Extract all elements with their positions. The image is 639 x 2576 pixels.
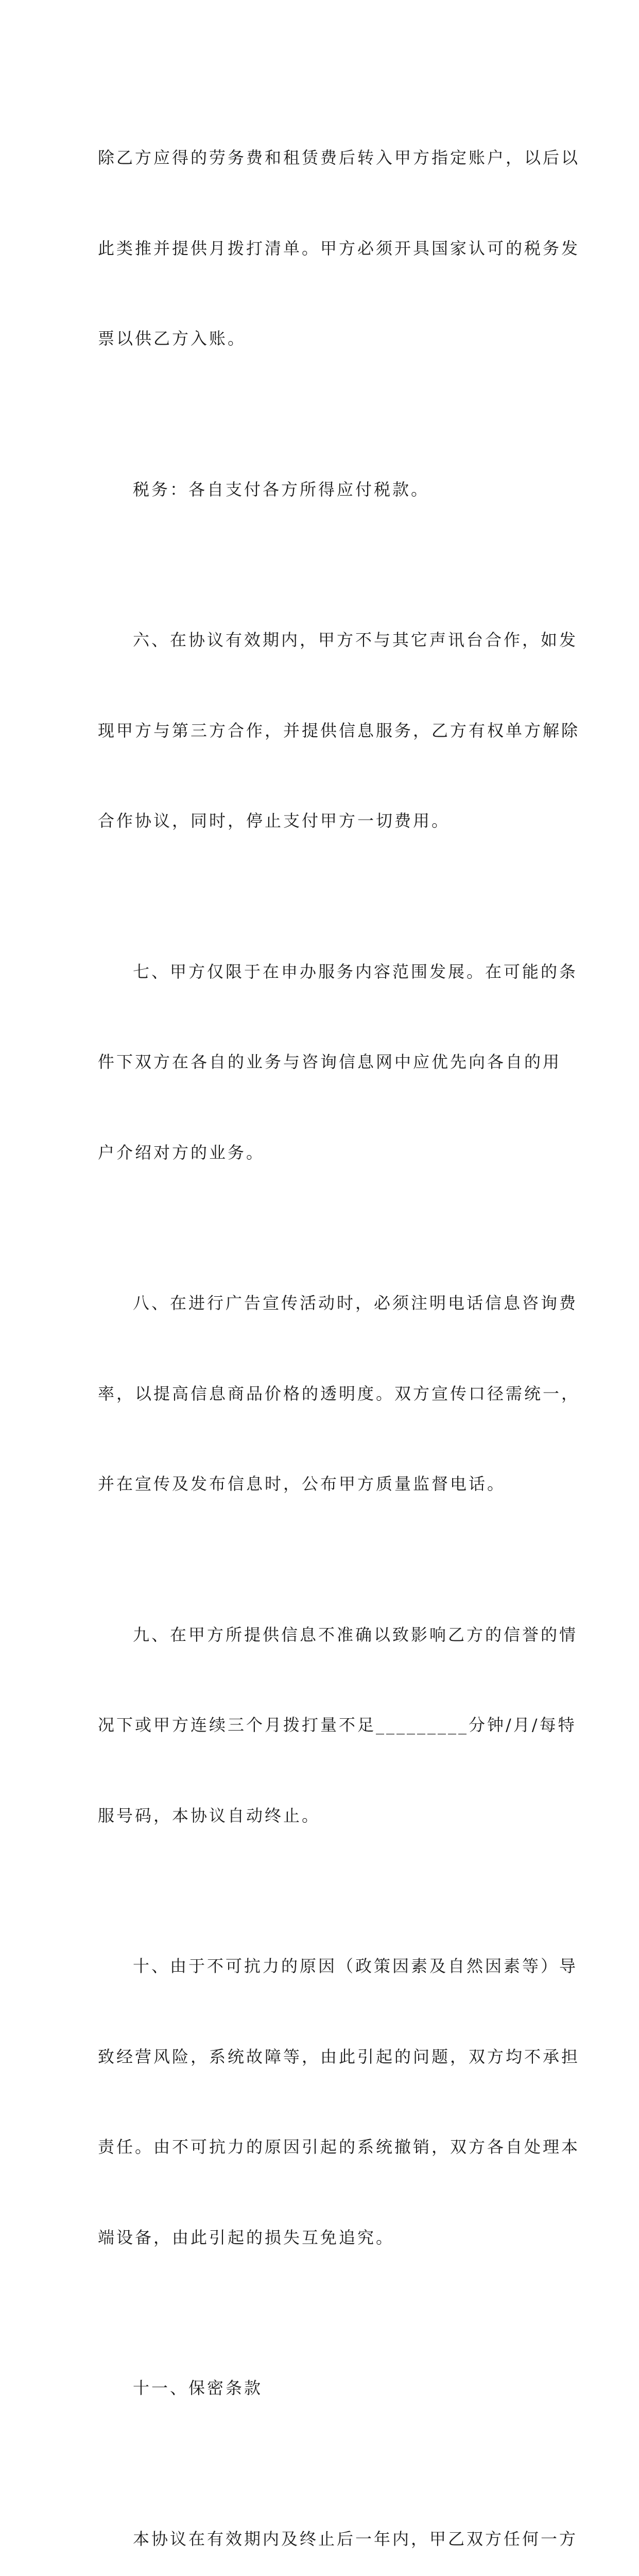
text-line: 件下双方在各自的业务与咨询信息网中应优先向各自的用 xyxy=(98,1047,541,1077)
text-line: 户介绍对方的业务。 xyxy=(98,1138,541,1168)
text-line: 九、在甲方所提供信息不准确以致影响乙方的信誉的情 xyxy=(98,1620,541,1650)
paragraph-clause-11-heading xyxy=(98,2313,541,2464)
text-line: 率，以提高信息商品价格的透明度。双方宣传口径需统一， xyxy=(98,1379,541,1409)
text-line: 现甲方与第三方合作，并提供信息服务，乙方有权单方解除 xyxy=(98,716,541,746)
text-line: 致经营风险，系统故障等，由此引起的问题，双方均不承担 xyxy=(98,2042,541,2072)
text-line: 七、甲方仅限于在申办服务内容范围发展。在可能的条 xyxy=(98,957,541,987)
paragraph-clause-6 xyxy=(98,565,541,896)
text-line: 票以供乙方入账。 xyxy=(98,324,541,354)
paragraph-clause-8 xyxy=(98,1228,541,1560)
text-line: 并在宣传及发布信息时，公布甲方质量监督电话。 xyxy=(98,1469,541,1499)
text-line: 端设备，由此引起的损失互免追究。 xyxy=(98,2223,541,2253)
paragraph-tax xyxy=(98,414,541,565)
text-line: 十、由于不可抗力的原因（政策因素及自然因素等）导 xyxy=(98,1951,541,1981)
paragraph-clause-9 xyxy=(98,1560,541,1891)
paragraph-payment-continued xyxy=(98,82,541,414)
text-line: 况下或甲方连续三个月拨打量不足_________分钟/月/每特 xyxy=(98,1710,541,1740)
text-line: 除乙方应得的劳务费和租赁费后转入甲方指定账户，以后以 xyxy=(98,143,541,173)
text-line: 合作协议，同时，停止支付甲方一切费用。 xyxy=(98,806,541,836)
text-line: 税务：各自支付各方所得应付税款。 xyxy=(98,474,541,505)
document-body xyxy=(98,82,541,2576)
paragraph-clause-7 xyxy=(98,896,541,1228)
paragraph-confidentiality xyxy=(98,2464,541,2576)
document-page xyxy=(0,0,639,904)
text-line: 此类推并提供月拨打清单。甲方必须开具国家认可的税务发 xyxy=(98,233,541,264)
text-line: 服号码，本协议自动终止。 xyxy=(98,1801,541,1831)
paragraph-clause-10 xyxy=(98,1891,541,2313)
text-line: 十一、保密条款 xyxy=(98,2373,541,2403)
text-line: 责任。由不可抗力的原因引起的系统撤销，双方各自处理本 xyxy=(98,2132,541,2162)
text-line: 本协议在有效期内及终止后一年内，甲乙双方任何一方 xyxy=(98,2524,541,2554)
text-line: 八、在进行广告宣传活动时，必须注明电话信息咨询费 xyxy=(98,1288,541,1318)
text-line: 六、在协议有效期内，甲方不与其它声讯台合作，如发 xyxy=(98,625,541,655)
